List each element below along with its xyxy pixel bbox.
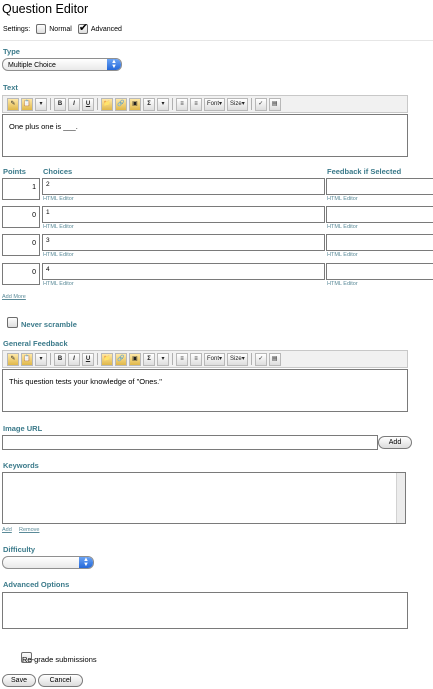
image-url-input[interactable] (2, 435, 378, 450)
feedback-input-3[interactable] (326, 234, 433, 251)
numbered-list-icon[interactable]: ≡ (176, 98, 188, 111)
select-arrows-icon: ▲ ▼ (79, 557, 93, 568)
feedback-editor[interactable] (2, 369, 408, 412)
italic-button[interactable]: I (68, 98, 80, 111)
toolbar-separator (97, 98, 98, 110)
feedback-editor-content: This question tests your knowledge of "Ones." (9, 377, 162, 386)
feedback-html-editor-link-2[interactable]: HTML Editor (327, 224, 358, 230)
toolbar-separator (50, 98, 51, 110)
html-source-icon[interactable]: ▤ (269, 98, 281, 111)
never-scramble-checkbox[interactable] (7, 317, 18, 328)
divider (0, 40, 433, 41)
dropdown-icon[interactable]: ▾ (35, 98, 47, 111)
keywords-heading: Keywords (3, 461, 39, 470)
add-keyword-link[interactable]: Add (2, 527, 12, 533)
bold-button[interactable]: B (54, 353, 66, 366)
add-more-link[interactable]: Add More (2, 294, 26, 300)
html-editor-link-3[interactable]: HTML Editor (43, 252, 74, 258)
regrade-label: Re-grade submissions (22, 655, 97, 664)
text-heading: Text (3, 83, 18, 92)
numbered-list-icon[interactable]: ≡ (176, 353, 188, 366)
spellcheck-icon[interactable]: ✎ (7, 353, 19, 366)
toolbar-separator (251, 353, 252, 365)
toolbar-separator (97, 353, 98, 365)
advanced-options-input[interactable] (2, 592, 408, 629)
normal-label: Normal (49, 25, 72, 33)
text-editor[interactable] (2, 114, 408, 157)
html-source-icon[interactable]: ▤ (269, 353, 281, 366)
italic-button[interactable]: I (68, 353, 80, 366)
feedback-html-editor-link-1[interactable]: HTML Editor (327, 196, 358, 202)
image-icon[interactable]: ▣ (129, 98, 141, 111)
link-icon[interactable]: 🔗 (115, 353, 127, 366)
remove-keyword-link[interactable]: Remove (19, 527, 40, 533)
image-icon[interactable]: ▣ (129, 353, 141, 366)
difficulty-heading: Difficulty (3, 545, 36, 554)
toolbar-separator (172, 353, 173, 365)
choice-input-2[interactable]: 1 (42, 206, 325, 223)
image-url-heading: Image URL (3, 424, 43, 433)
html-editor-link-2[interactable]: HTML Editor (43, 224, 74, 230)
advanced-options-heading: Advanced Options (3, 580, 70, 589)
bold-button[interactable]: B (54, 98, 66, 111)
dropdown-icon[interactable]: ▾ (35, 353, 47, 366)
points-input-4[interactable]: 0 (2, 263, 40, 285)
toolbar-separator (50, 353, 51, 365)
html-editor-link-1[interactable]: HTML Editor (43, 196, 74, 202)
page-title: Question Editor (2, 2, 89, 16)
folder-icon[interactable]: 📁 (101, 353, 113, 366)
points-input-3[interactable]: 0 (2, 234, 40, 256)
toolbar-separator (172, 98, 173, 110)
save-button[interactable]: Save (2, 674, 36, 687)
sigma-button[interactable]: Σ (143, 98, 155, 111)
difficulty-select[interactable] (2, 556, 94, 569)
points-input-1[interactable]: 1 (2, 178, 40, 200)
choice-input-3[interactable]: 3 (42, 234, 325, 251)
select-arrows-icon: ▲ ▼ (107, 59, 121, 70)
points-header: Points (3, 167, 26, 176)
general-feedback-heading: General Feedback (3, 339, 68, 348)
size-menu[interactable]: Size▾ (227, 353, 248, 366)
text-editor-toolbar (2, 95, 408, 113)
underline-button[interactable]: U (82, 353, 94, 366)
font-menu[interactable]: Font▾ (204, 353, 225, 366)
points-input-2[interactable]: 0 (2, 206, 40, 228)
size-menu[interactable]: Size▾ (227, 98, 248, 111)
add-image-button[interactable]: Add (378, 436, 412, 449)
spellcheck-icon[interactable]: ✎ (7, 98, 19, 111)
advanced-label: Advanced (90, 25, 122, 33)
bulleted-list-icon[interactable]: ≡ (190, 98, 202, 111)
dropdown-icon[interactable]: ▾ (157, 353, 169, 366)
paste-icon[interactable]: 📋 (21, 353, 33, 366)
keywords-scrollbar[interactable] (396, 473, 405, 523)
link-icon[interactable]: 🔗 (115, 98, 127, 111)
paste-icon[interactable]: 📋 (21, 98, 33, 111)
type-selected-value: Multiple Choice (8, 62, 56, 69)
feedback-html-editor-link-4[interactable]: HTML Editor (327, 281, 358, 287)
dropdown-icon[interactable]: ▾ (157, 98, 169, 111)
settings-row (3, 24, 128, 34)
choice-input-4[interactable]: 4 (42, 263, 325, 280)
cancel-button[interactable]: Cancel (38, 674, 83, 687)
type-heading: Type (3, 47, 20, 56)
never-scramble-label: Never scramble (21, 320, 77, 329)
feedback-input-2[interactable] (326, 206, 433, 223)
normal-checkbox[interactable] (36, 24, 46, 34)
feedback-editor-toolbar (2, 350, 408, 368)
bulleted-list-icon[interactable]: ≡ (190, 353, 202, 366)
check-spelling-icon[interactable]: ✓ (255, 98, 267, 111)
feedback-input-4[interactable] (326, 263, 433, 280)
sigma-button[interactable]: Σ (143, 353, 155, 366)
toolbar-separator (251, 98, 252, 110)
font-menu[interactable]: Font▾ (204, 98, 225, 111)
advanced-checkbox[interactable] (78, 24, 88, 34)
choices-header: Choices (43, 167, 73, 176)
settings-label: Settings: (3, 25, 31, 33)
feedback-header: Feedback if Selected (327, 167, 402, 176)
html-editor-link-4[interactable]: HTML Editor (43, 281, 74, 287)
type-select[interactable] (2, 58, 122, 71)
text-editor-content: One plus one is ___. (9, 122, 78, 131)
choice-input-1[interactable]: 2 (42, 178, 325, 195)
feedback-html-editor-link-3[interactable]: HTML Editor (327, 252, 358, 258)
check-spelling-icon[interactable]: ✓ (255, 353, 267, 366)
feedback-input-1[interactable] (326, 178, 433, 195)
underline-button[interactable]: U (82, 98, 94, 111)
folder-icon[interactable]: 📁 (101, 98, 113, 111)
keywords-input[interactable] (2, 472, 406, 524)
